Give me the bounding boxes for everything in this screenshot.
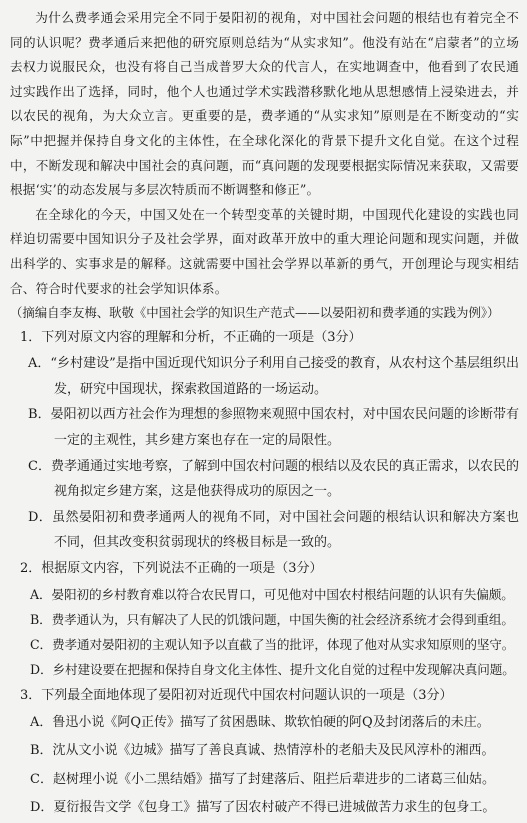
question-2 (10, 556, 519, 683)
option-c: C．费孝通对晏阳初的主观认知予以直截了当的批评，体现了他对从实求知原则的坚守。 (30, 637, 515, 653)
article-paragraph-2: 在全球化的今天，中国又处在一个转型变革的关键时期，中国现代化建设的实践也同样迫切需要中国知识分子及社会学界，面对政革开放中的重大理论问题和现实问题，并做出科学的、实事求是的解释。这就需要中国社会学界以革新的勇气，开创理论与现实相结合、符合时代要求的社会学知识体系。 (10, 206, 519, 296)
option-a: A．晏阳初的乡村教育难以符合农民胃口，可见他对中国农村根结问题的认识有失偏颇。 (30, 586, 514, 602)
option-b: B．晏阳初以西方社会作为理想的参照物来观照中国农村，对中国农民问题的诊断带有一定的主观性，其乡建方案也存在一定的局限性。 (28, 407, 519, 448)
option-b: B．沈从文小说《边城》描写了善良真诚、热情淳朴的老船夫及民风淳朴的湘西。 (30, 743, 495, 759)
question-stem: 2．根据原文内容，下列说法不正确的一项是（3分） (20, 560, 323, 576)
option-b: B．费孝通认为，只有解决了人民的饥饿问题，中国失衡的社会经济系统才会得到重组。 (30, 612, 514, 628)
question-1 (10, 325, 519, 556)
option-a: A．“乡村建设”是指中国近现代知识分子利用自己接受的教育，从农村这个基层组织出发，研究中国现状，探索救国道路的一场运动。 (28, 356, 519, 397)
question-stem: 3．下列最全面地体现了晏阳初对近现代中国农村问题认识的一项是（3分） (20, 687, 453, 703)
article-paragraph-1: 为什么费孝通会采用完全不同于晏阳初的视角，对中国社会问题的根结也有着完全不同的认识呢？费孝通后来把他的研究原则总结为“从实求知”。他没有站在“启蒙者”的立场去权力说服民众，也没有将自己当成普罗大众的代言人，在实地调查中，他看到了农民通过实践作出了选择，同时，他个人也通过学术实践潜移默化地从思想感情上浸染进去，并以农民的视角，为大众立言。更重要的是，费孝通的“从实求知”原则是在不断变动的“实际”中把握并保持自身文化的主体性，在全球化深化的背景下提升文化自觉。在这个过程中，不断发现和解决中国社会的真问题，而“真问题的发现要根据实际情况来获取，又需要根据‘实’的动态发展与多层次特质而不断调整和修正”。 (10, 10, 519, 198)
option-d: D．虽然晏阳初和费孝通两人的视角不同，对中国社会问题的根结认识和解决方案也不同，但其改变积贫弱现状的终极目标是一致的。 (28, 509, 519, 551)
option-c: C．赵树理小说《小二黑结婚》描写了封建落后、阻拦后辈进步的二诸葛三仙姑。 (30, 771, 495, 787)
question-3 (10, 683, 519, 823)
option-c: C．费孝通通过实地考察，了解到中国农村问题的根结以及农民的真正需求，以农民的视角拟定乡建方案，这是他获得成功的原因之一。 (28, 458, 519, 500)
article-source: （摘编自李友梅、耿敬《中国社会学的知识生产范式——以晏阳初和费孝通的实践为例》） (10, 305, 500, 321)
option-d: D．夏衍报告文学《包身工》描写了因农村破产不得已进城做苦力求生的包身工。 (30, 800, 496, 816)
option-d: D．乡村建设要在把握和保持自身文化主体性、提升文化自觉的过程中发现解决真问题。 (30, 662, 515, 678)
question-stem: 1．下列对原文内容的理解和分析，不正确的一项是（3分） (20, 330, 362, 346)
option-a: A．鲁迅小说《阿Q正传》描写了贫困愚昧、欺软怕硬的阿Q及封闭落后的未庄。 (30, 714, 490, 730)
